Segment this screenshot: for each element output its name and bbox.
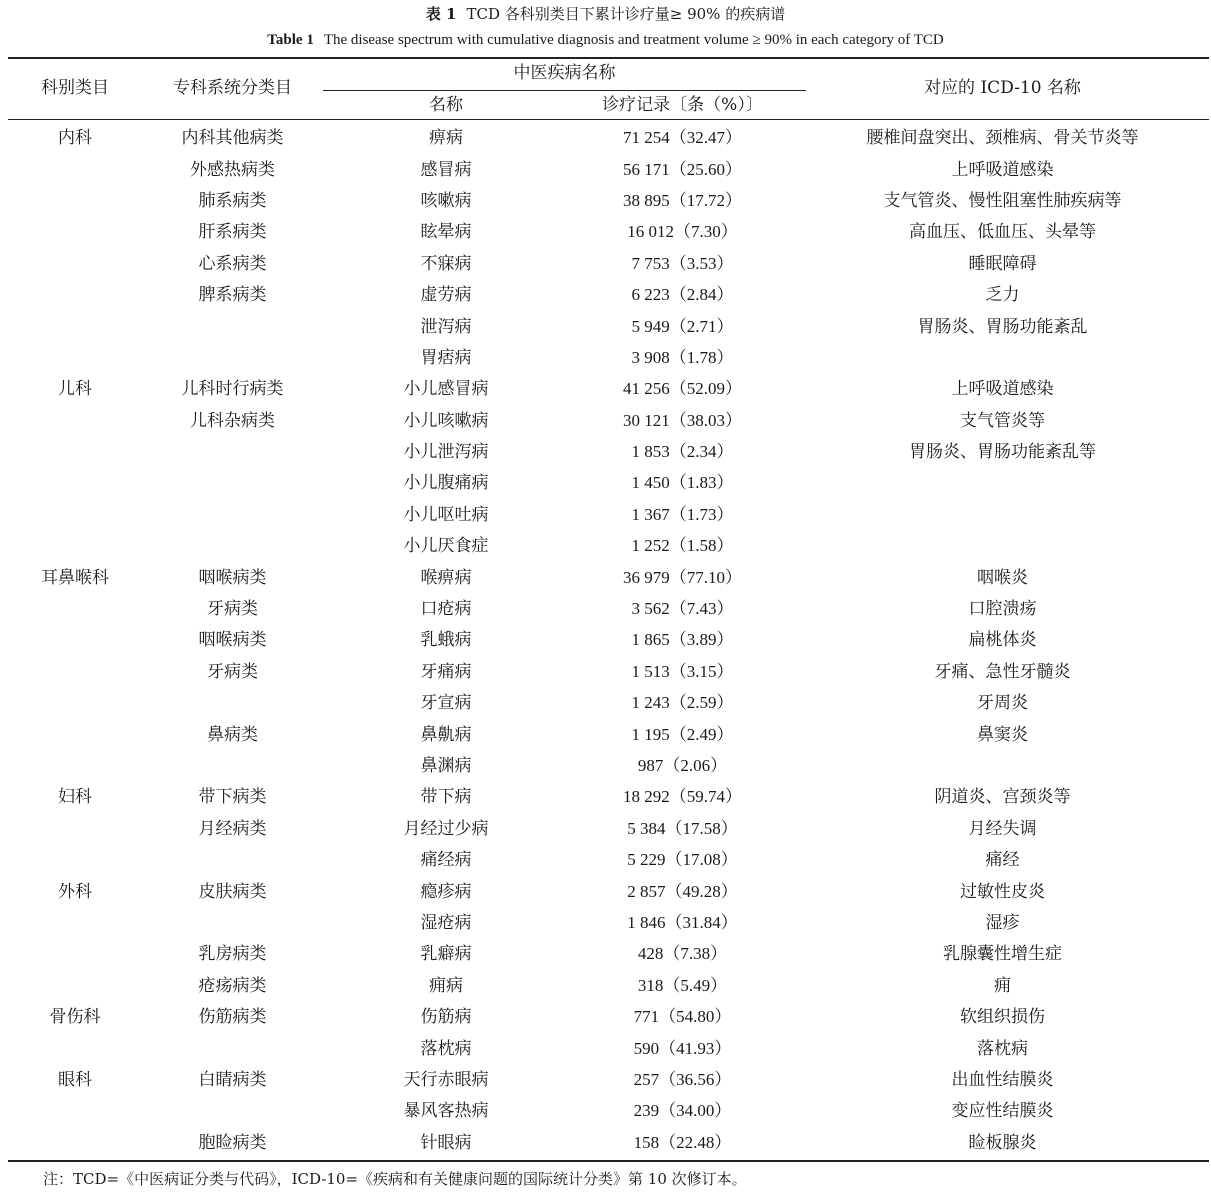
cell-icd-name: [796, 465, 1209, 496]
cell-records: 6 223（2.84）: [631, 285, 734, 305]
cell-records: 1 513（3.15）: [631, 661, 734, 681]
cell-records: 71 254（32.47）: [623, 128, 742, 148]
cell-icd-name: [796, 748, 1209, 779]
header-col-name: 名称: [429, 95, 463, 115]
cell-system: [142, 748, 323, 779]
cell-department: [8, 528, 142, 559]
cell-icd-name: 上呼吸道感染: [951, 379, 1054, 400]
header-col-dept: 科别类目: [41, 78, 109, 98]
cell-disease-name: 湿疮病: [420, 912, 472, 933]
cell-icd-name: 湿疹: [985, 912, 1020, 933]
cell-records: 3 562（7.43）: [631, 599, 734, 619]
cell-icd-name: 咽喉炎: [977, 567, 1028, 588]
cell-department: [8, 936, 142, 967]
cell-disease-name: 痹病: [429, 128, 463, 149]
table-row: [8, 905, 1209, 936]
cell-disease-name: 暴风客热病: [403, 1101, 489, 1122]
cell-department: [8, 214, 142, 245]
cell-department: 妇科: [58, 787, 92, 808]
table-row: [8, 685, 1209, 716]
cell-department: [8, 1093, 142, 1124]
table-row: [8, 779, 1209, 810]
table-row: [8, 842, 1209, 873]
cell-system: 乳房病类: [198, 944, 267, 965]
cell-system: 心系病类: [198, 253, 267, 274]
cell-department: [8, 968, 142, 999]
cell-records: 590（41.93）: [633, 1038, 732, 1058]
cell-records: 1 865（3.89）: [631, 630, 734, 650]
cell-disease-name: 小儿咳嗽病: [403, 410, 489, 431]
cell-icd-name: 变应性结膜炎: [951, 1101, 1054, 1122]
cell-records: 36 979（77.10）: [623, 567, 742, 587]
header-col-records: 诊疗记录〔条（%）〕: [602, 95, 763, 115]
cell-system: [142, 434, 323, 465]
cell-disease-name: 月经过少病: [403, 818, 489, 839]
header-group-tcm: 中医疾病名称: [513, 63, 616, 83]
cell-icd-name: 落枕病: [977, 1038, 1028, 1059]
cell-department: [8, 183, 142, 214]
table-row: [8, 465, 1209, 496]
cell-department: [8, 277, 142, 308]
cell-system: 带下病类: [198, 787, 267, 808]
cell-icd-name: 痛经: [985, 850, 1020, 871]
cell-system: 脾系病类: [198, 285, 267, 306]
cell-disease-name: 感冒病: [420, 159, 472, 180]
cell-department: [8, 1125, 142, 1156]
cell-disease-name: 小儿泄泻病: [403, 442, 489, 463]
cell-department: [8, 842, 142, 873]
header-col-icd: 对应的 ICD-10 名称: [924, 78, 1081, 98]
table-row: [8, 936, 1209, 967]
cell-disease-name: 牙痛病: [420, 661, 472, 682]
cell-records: 1 450（1.83）: [631, 473, 734, 493]
cell-system: [142, 842, 323, 873]
cell-icd-name: [796, 497, 1209, 528]
cell-system: 伤筋病类: [198, 1007, 267, 1028]
cell-disease-name: 咳嗽病: [420, 190, 472, 211]
cell-records: 1 846（31.84）: [627, 912, 738, 932]
cell-icd-name: 牙周炎: [977, 693, 1028, 714]
cell-system: [142, 497, 323, 528]
cell-system: [142, 528, 323, 559]
cell-icd-name: 支气管炎、慢性阻塞性肺疾病等: [883, 190, 1122, 211]
cell-records: 239（34.00）: [633, 1101, 732, 1121]
cell-disease-name: 喉痹病: [420, 567, 472, 588]
cell-system: 内科其他病类: [181, 128, 284, 149]
cell-disease-name: 鼻渊病: [420, 756, 472, 776]
cell-disease-name: 乳蛾病: [420, 630, 472, 651]
bottom-rule: [8, 1160, 1209, 1162]
header-col-system: 专科系统分类目: [173, 78, 292, 98]
cell-disease-name: 不寐病: [420, 253, 472, 274]
cell-disease-name: 针眼病: [420, 1132, 472, 1153]
table-row: [8, 716, 1209, 747]
cell-icd-name: 口腔溃疡: [968, 599, 1037, 620]
cell-department: [8, 905, 142, 936]
cell-system: 牙病类: [207, 661, 258, 682]
cell-department: 眼科: [58, 1069, 92, 1090]
cell-icd-name: 睡眠障碍: [968, 253, 1037, 274]
cell-department: [8, 811, 142, 842]
cell-department: [8, 622, 142, 653]
cell-records: 1 195（2.49）: [631, 724, 734, 744]
cell-system: 月经病类: [198, 818, 267, 839]
cell-disease-name: 痛经病: [420, 850, 472, 871]
cell-system: 胞睑病类: [198, 1132, 267, 1153]
cell-department: [8, 308, 142, 339]
table-row: [8, 151, 1209, 182]
table-row: [8, 811, 1209, 842]
cell-icd-name: 乳腺囊性增生症: [943, 944, 1062, 965]
table-row: [8, 748, 1209, 779]
cell-system: 疮疡病类: [198, 975, 267, 996]
cell-records: 7 753（3.53）: [631, 253, 734, 273]
cell-system: 牙病类: [207, 599, 258, 620]
cell-disease-name: 天行赤眼病: [403, 1069, 489, 1090]
cell-records: 56 171（25.60）: [623, 159, 742, 179]
cell-icd-name: 牙痛、急性牙髓炎: [934, 661, 1071, 682]
table-row: [8, 403, 1209, 434]
cell-records: 318（5.49）: [637, 975, 728, 995]
cell-records: 18 292（59.74）: [623, 787, 742, 807]
cell-system: 咽喉病类: [198, 567, 267, 588]
cell-department: 骨伤科: [49, 1007, 101, 1028]
cell-disease-name: 口疮病: [420, 599, 472, 620]
cell-system: 肝系病类: [198, 222, 267, 243]
cell-icd-name: 软组织损伤: [960, 1007, 1045, 1028]
cell-system: 儿科杂病类: [190, 410, 275, 431]
cell-icd-name: 扁桃体炎: [968, 630, 1037, 651]
cell-records: 771（54.80）: [633, 1007, 732, 1027]
cell-system: 白睛病类: [198, 1069, 267, 1090]
cell-records: 3 908（1.78）: [631, 347, 734, 367]
table-row: [8, 183, 1209, 214]
cell-disease-name: 瘾疹病: [420, 881, 472, 902]
cell-disease-name: 小儿呕吐病: [403, 504, 489, 525]
cell-records: 2 857（49.28）: [627, 881, 738, 901]
cell-disease-name: 泄泻病: [420, 316, 472, 337]
cell-icd-name: 腰椎间盘突出、颈椎病、骨关节炎等: [866, 128, 1139, 149]
cell-records: 5 229（17.08）: [627, 850, 738, 870]
cell-icd-name: [796, 340, 1209, 371]
cell-system: [142, 685, 323, 716]
cell-records: 1 367（1.73）: [631, 504, 734, 524]
cell-disease-name: 眩晕病: [420, 222, 472, 243]
table-row: [8, 622, 1209, 653]
cell-disease-name: 小儿腹痛病: [403, 473, 489, 494]
table-row: [8, 120, 1209, 151]
cell-records: 428（7.38）: [637, 944, 728, 964]
cell-icd-name: 高血压、低血压、头晕等: [909, 222, 1096, 243]
table-row: [8, 497, 1209, 528]
cell-icd-name: 阴道炎、宫颈炎等: [934, 787, 1071, 808]
cell-icd-name: 痈: [994, 975, 1011, 996]
cell-disease-name: 小儿感冒病: [403, 379, 489, 400]
table-row: [8, 246, 1209, 277]
caption-cn-text: TCD 各科别类目下累计诊疗量≥ 90% 的疾病谱: [466, 5, 786, 23]
cell-icd-name: 乏力: [985, 285, 1020, 306]
group-subrule: [323, 90, 806, 91]
cell-system: 鼻病类: [207, 724, 258, 745]
cell-icd-name: 支气管炎等: [960, 410, 1045, 431]
table-footnote: 注：TCD=《中医病证分类与代码》，ICD-10=《疾病和有关健康问题的国际统计分类》第 10 次修订本。: [43, 1170, 747, 1188]
table-row: [8, 1062, 1209, 1093]
caption-en-label: Table 1: [267, 32, 314, 48]
cell-department: [8, 340, 142, 371]
cell-records: 5 949（2.71）: [631, 316, 734, 336]
cell-department: 外科: [58, 881, 92, 902]
cell-disease-name: 乳癖病: [420, 944, 472, 965]
cell-department: [8, 246, 142, 277]
table-row: [8, 371, 1209, 402]
cell-system: [142, 340, 323, 371]
cell-icd-name: 鼻窦炎: [977, 724, 1028, 745]
cell-icd-name: 出血性结膜炎: [951, 1069, 1054, 1090]
table-row: [8, 591, 1209, 622]
table-row: [8, 968, 1209, 999]
table-row: [8, 528, 1209, 559]
cell-system: [142, 1030, 323, 1061]
cell-disease-name: 痈病: [429, 975, 463, 996]
cell-disease-name: 落枕病: [420, 1038, 472, 1059]
cell-department: [8, 716, 142, 747]
cell-system: 咽喉病类: [198, 630, 267, 651]
cell-department: [8, 1030, 142, 1061]
cell-department: [8, 748, 142, 779]
cell-icd-name: [796, 528, 1209, 559]
cell-records: 1 252（1.58）: [631, 536, 734, 556]
table-row: [8, 308, 1209, 339]
cell-records: 5 384（17.58）: [627, 818, 738, 838]
table-row: [8, 277, 1209, 308]
cell-system: 儿科时行病类: [181, 379, 284, 400]
cell-department: [8, 685, 142, 716]
cell-department: 内科: [58, 128, 92, 149]
table-caption-en: [0, 30, 1211, 50]
cell-disease-name: 带下病: [420, 787, 472, 808]
table-row: [8, 340, 1209, 371]
cell-icd-name: 上呼吸道感染: [951, 159, 1054, 180]
top-rule: [8, 57, 1209, 59]
cell-system: 皮肤病类: [198, 881, 267, 902]
cell-disease-name: 牙宣病: [420, 693, 472, 714]
cell-icd-name: 胃肠炎、胃肠功能紊乱: [917, 316, 1088, 337]
cell-disease-name: 虚劳病: [420, 285, 472, 306]
cell-system: 肺系病类: [198, 190, 267, 211]
cell-department: [8, 465, 142, 496]
table-row: [8, 1030, 1209, 1061]
table-row: [8, 1093, 1209, 1124]
cell-records: 1 243（2.59）: [631, 693, 734, 713]
cell-department: 耳鼻喉科: [41, 567, 109, 588]
cell-records: 38 895（17.72）: [623, 190, 742, 210]
cell-records: 16 012（7.30）: [627, 222, 738, 242]
cell-department: [8, 497, 142, 528]
cell-disease-name: 伤筋病: [420, 1007, 472, 1028]
cell-disease-name: 鼻鼽病: [420, 724, 472, 745]
table-row: [8, 873, 1209, 904]
table-row: [8, 1125, 1209, 1156]
table-row: [8, 559, 1209, 590]
disease-table: [8, 120, 1209, 1156]
table-caption-cn: [0, 4, 1211, 24]
cell-records: 30 121（38.03）: [623, 410, 742, 430]
cell-department: [8, 403, 142, 434]
cell-records: 158（22.48）: [633, 1132, 732, 1152]
cell-records: 41 256（52.09）: [623, 379, 742, 399]
cell-system: [142, 465, 323, 496]
cell-department: [8, 434, 142, 465]
cell-system: [142, 1093, 323, 1124]
cell-department: [8, 151, 142, 182]
table-row: [8, 434, 1209, 465]
cell-records: 987（2.06）: [637, 756, 728, 775]
cell-system: [142, 308, 323, 339]
table-row: [8, 999, 1209, 1030]
cell-icd-name: 胃肠炎、胃肠功能紊乱等: [909, 442, 1096, 463]
cell-department: [8, 591, 142, 622]
cell-system: 外感热病类: [190, 159, 275, 180]
table-row: [8, 214, 1209, 245]
cell-disease-name: 胃痞病: [420, 347, 472, 368]
cell-records: 1 853（2.34）: [631, 442, 734, 462]
table-row: [8, 654, 1209, 685]
cell-records: 257（36.56）: [633, 1069, 732, 1089]
caption-en-text: The disease spectrum with cumulative diagnosis and treatment volume ≥ 90% in each category of TCD: [323, 32, 944, 48]
caption-cn-label: 表 1: [425, 5, 457, 23]
cell-icd-name: 过敏性皮炎: [960, 881, 1045, 902]
cell-system: [142, 905, 323, 936]
cell-department: [8, 654, 142, 685]
cell-disease-name: 小儿厌食症: [403, 536, 489, 557]
cell-icd-name: 睑板腺炎: [968, 1132, 1037, 1153]
cell-department: 儿科: [58, 379, 92, 400]
cell-icd-name: 月经失调: [968, 818, 1037, 839]
